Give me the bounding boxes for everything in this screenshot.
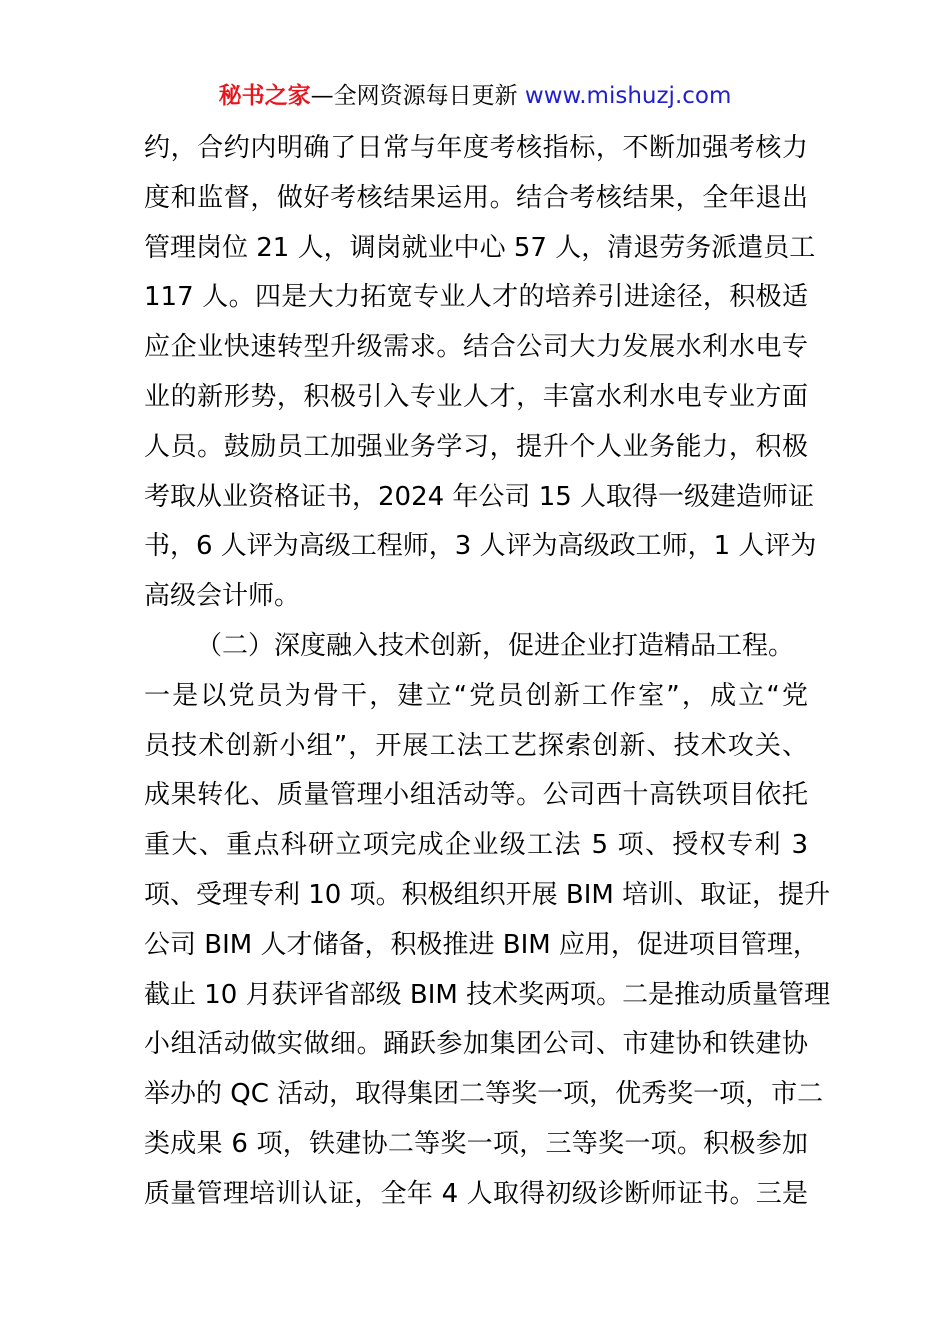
site-url: www.mishuzj.com bbox=[524, 83, 732, 109]
body-line: 小组活动做实做细。踊跃参加集团公司、市建协和铁建协 bbox=[144, 1029, 808, 1060]
section-heading: （二）深度融入技术创新，促进企业打造精品工程。 bbox=[196, 630, 795, 661]
site-tagline: —全网资源每日更新 bbox=[310, 83, 525, 109]
body-line: 管理岗位 21 人，调岗就业中心 57 人，清退劳务派遣员工 bbox=[144, 232, 816, 263]
body-line: 应企业快速转型升级需求。结合公司大力发展水利水电专 bbox=[144, 332, 808, 363]
body-line: 117 人。四是大力拓宽专业人才的培养引进途径，积极适 bbox=[144, 282, 808, 313]
body-line: 人员。鼓励员工加强业务学习，提升个人业务能力，积极 bbox=[144, 431, 808, 462]
body-line: 截止 10 月获评省部级 BIM 技术奖两项。二是推动质量管理 bbox=[144, 979, 831, 1010]
body-line: 员技术创新小组”，开展工法工艺探索创新、技术攻关、 bbox=[144, 730, 808, 761]
body-line: 高级会计师。 bbox=[144, 581, 301, 612]
body-line: 公司 BIM 人才储备，积极推进 BIM 应用，促进项目管理， bbox=[144, 929, 819, 960]
body-line: 重大、重点科研立项完成企业级工法 5 项、授权专利 3 bbox=[144, 830, 808, 861]
body-line: 业的新形势，积极引入专业人才，丰富水利水电专业方面 bbox=[144, 381, 808, 412]
body-line: 质量管理培训认证，全年 4 人取得初级诊断师证书。三是 bbox=[144, 1178, 808, 1209]
body-line: 约，合约内明确了日常与年度考核指标，不断加强考核力 bbox=[144, 133, 808, 163]
body-line: 书，6 人评为高级工程师，3 人评为高级政工师，1 人评为 bbox=[144, 531, 817, 562]
body-line: 类成果 6 项，铁建协二等奖一项，三等奖一项。积极参加 bbox=[144, 1128, 808, 1159]
body-line: 考取从业资格证书，2024 年公司 15 人取得一级建造师证 bbox=[144, 481, 815, 512]
document-body bbox=[144, 124, 831, 1220]
body-line: 成果转化、质量管理小组活动等。公司西十高铁项目依托 bbox=[144, 780, 808, 811]
body-line: 举办的 QC 活动，取得集团二等奖一项，优秀奖一项，市二 bbox=[144, 1079, 824, 1110]
site-brand: 秘书之家 bbox=[218, 83, 311, 109]
body-line: 项、受理专利 10 项。积极组织开展 BIM 培训、取证，提升 bbox=[144, 879, 831, 910]
body-line: 度和监督，做好考核结果运用。结合考核结果，全年退出 bbox=[144, 182, 808, 213]
site-header bbox=[0, 80, 950, 112]
body-line: 一是以党员为骨干，建立“党员创新工作室”，成立“党 bbox=[144, 680, 808, 711]
